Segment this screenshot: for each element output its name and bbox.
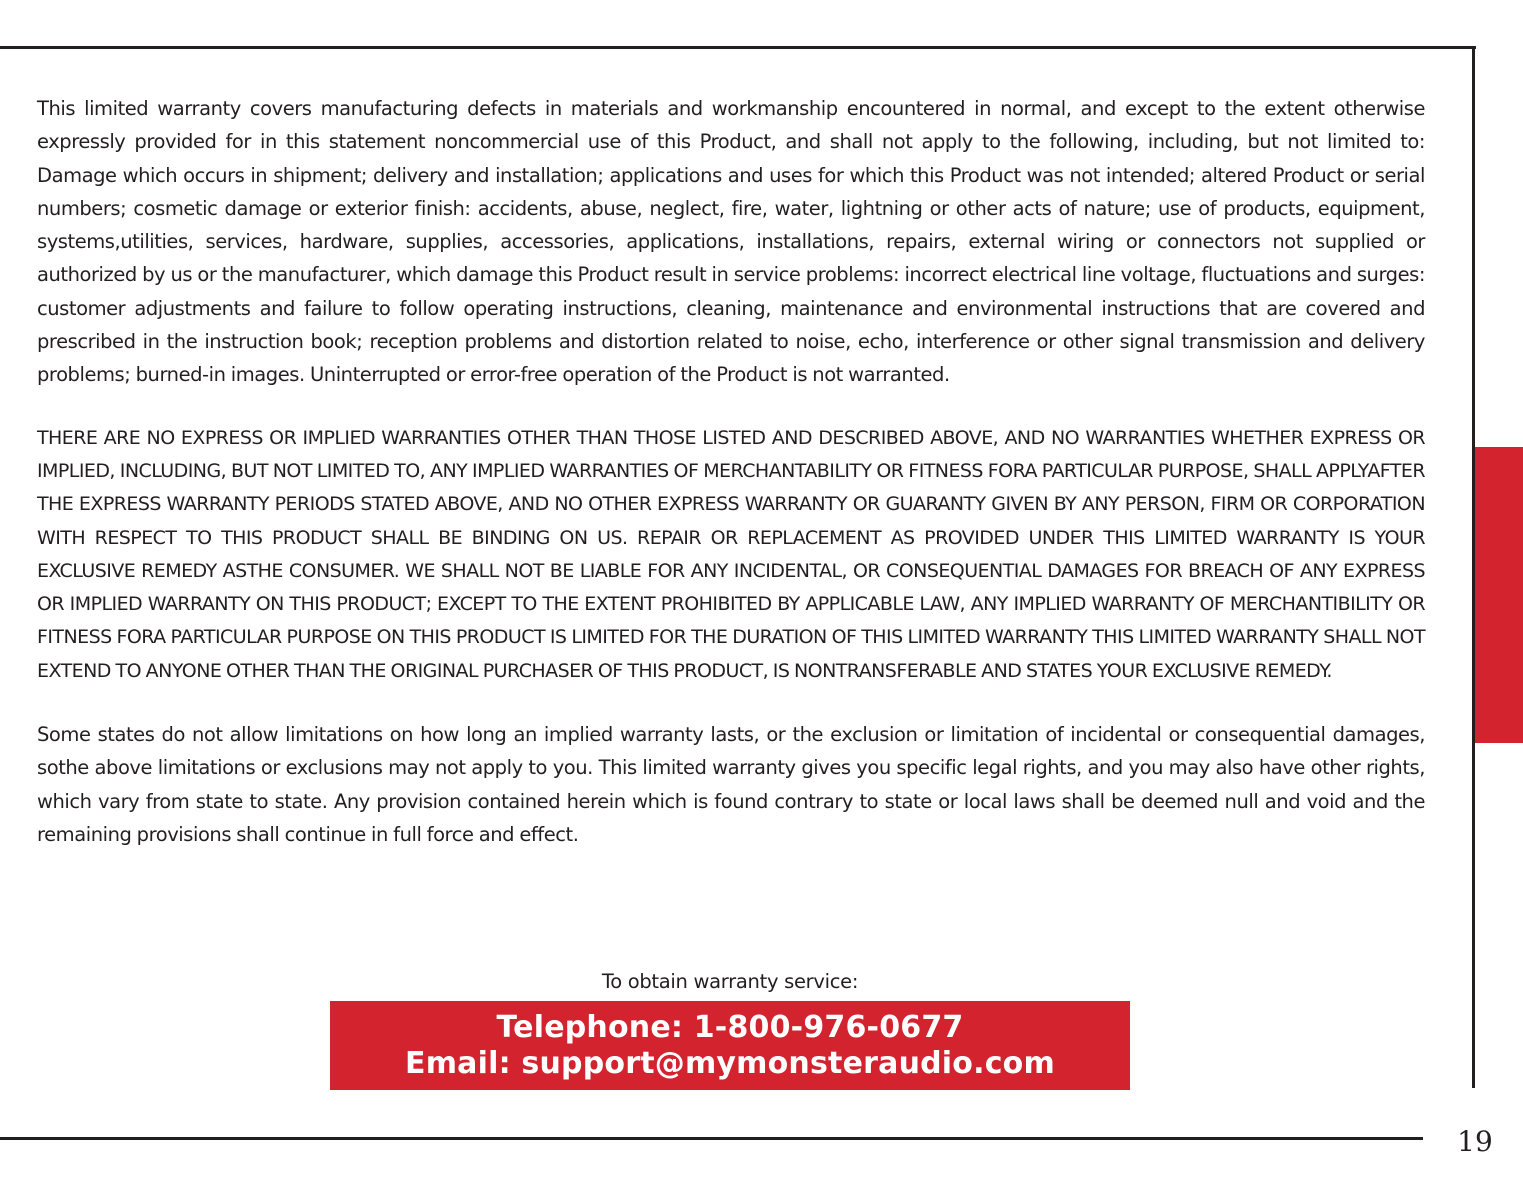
- bottom-rule: [0, 1137, 1423, 1140]
- warranty-service-label: To obtain warranty service:: [601, 970, 859, 993]
- support-email: Email: support@mymonsteraudio.com: [405, 1045, 1055, 1081]
- state-law-paragraph: Some states do not allow limitations on how long an implied warranty lasts, or the exclusion or limitation of incidental or consequential damages, sothe above limitations or exclusions may not apply to you. This limited warranty gives you specific legal rights, and you may also have other rights, which vary from state to state. Any provision contained herein which is found contrary to state or local laws shall be deemed null and void and the remaining provisions shall continue in full force and effect.: [37, 723, 1425, 846]
- warranty-disclaimer-paragraph: THERE ARE NO EXPRESS OR IMPLIED WARRANTIES OTHER THAN THOSE LISTED AND DESCRIBED ABOVE, AND NO WARRANTIES WHETHER EXPRESS OR IMPLIED, INCLUDING, BUT NOT LIMITED TO, ANY IMPLIED WARRANTIES OF MERCHANTABILITY OR FITNESS FORA PARTICULAR PURPOSE, SHALL APPLYAFTER THE EXPRESS WARRANTY PERIODS STATED ABOVE, AND NO OTHER EXPRESS WARRANTY OR GUARANTY GIVEN BY ANY PERSON, FIRM OR CORPORATION WITH RESPECT TO THIS PRODUCT SHALL BE BINDING ON US. REPAIR OR REPLACEMENT AS PROVIDED UNDER THIS LIMITED WARRANTY IS YOUR EXCLUSIVE REMEDY ASTHE CONSUMER. WE SHALL NOT BE LIABLE FOR ANY INCIDENTAL, OR CONSEQUENTIAL DAMAGES FOR BREACH OF ANY EXPRESS OR IMPLIED WARRANTY ON THIS PRODUCT; EXCEPT TO THE EXTENT PROHIBITED BY APPLICABLE LAW, ANY IMPLIED WARRANTY OF MERCHANTIBILITY OR FITNESS FORA PARTICULAR PURPOSE ON THIS PRODUCT IS LIMITED FOR THE DURATION OF THIS LIMITED WARRANTY THIS LIMITED WARRANTY SHALL NOT EXTEND TO ANYONE OTHER THAN THE ORIGINAL PURCHASER OF THIS PRODUCT, IS NONTRANSFERABLE AND STATES YOUR EXCLUSIVE REMEDY.: [37, 426, 1425, 682]
- page-number: 19: [1457, 1125, 1493, 1158]
- telephone-number: Telephone: 1-800-976-0677: [496, 1009, 964, 1045]
- warranty-text-block: [37, 92, 1425, 851]
- top-rule: [0, 46, 1476, 49]
- contact-info-box: [330, 1001, 1130, 1090]
- section-side-tab: [1475, 447, 1523, 743]
- warranty-coverage-paragraph: This limited warranty covers manufacturing defects in materials and workmanship encountered in normal, and except to the extent otherwise expressly provided for in this statement noncommercial use of this Product, and shall not apply to the following, including, but not limited to: Damage which occurs in shipment; delivery and installation; applications and uses for which this Product was not intended; altered Product or serial numbers; cosmetic damage or exterior finish: accidents, abuse, neglect, fire, water, lightning or other acts of nature; use of products, equipment, systems,utilities, services, hardware, supplies, accessories, applications, installations, repairs, external wiring or connectors not supplied or authorized by us or the manufacturer, which damage this Product result in service problems: incorrect electrical line voltage, fluctuations and surges: customer adjustments and failure to follow operating instructions, cleaning, maintenance and environmental instructions that are covered and prescribed in the instruction book; reception problems and distortion related to noise, echo, interference or other signal transmission and delivery problems; burned-in images. Uninterrupted or error-free operation of the Product is not warranted.: [37, 97, 1425, 387]
